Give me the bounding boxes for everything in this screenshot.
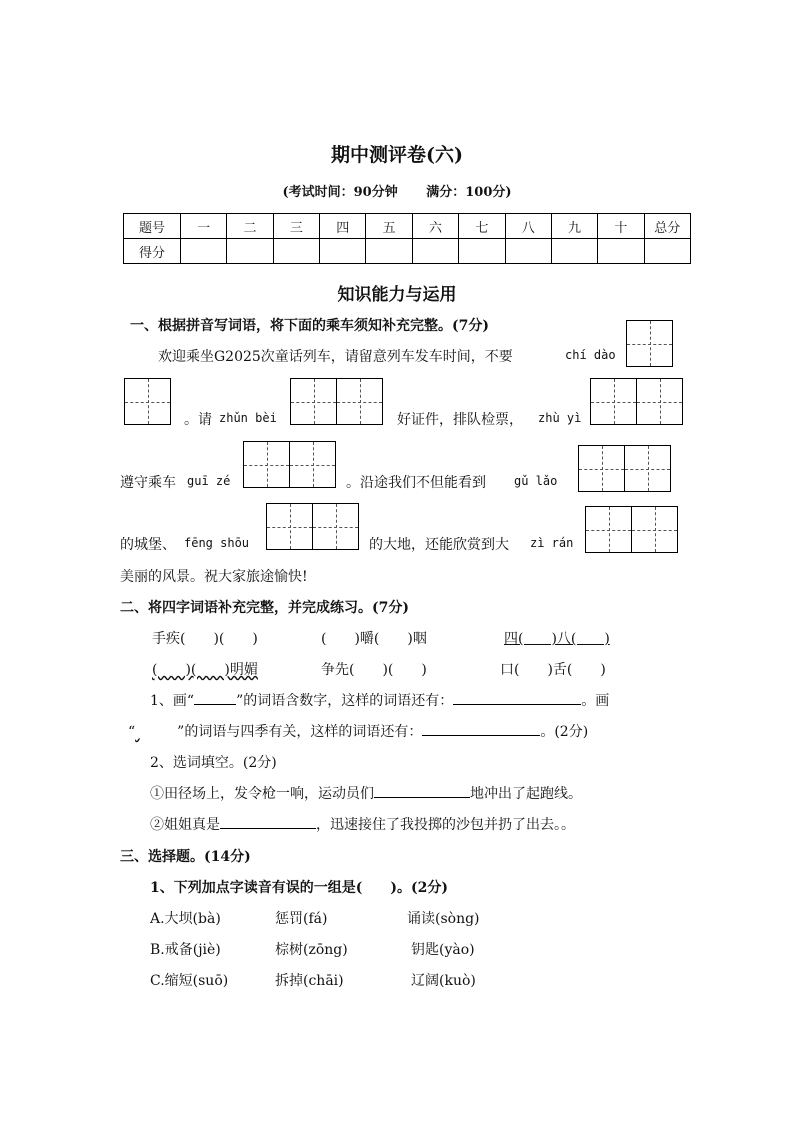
q3-option-c-2: 拆掉(chāi) — [275, 973, 344, 989]
score-header-cell: 四 — [320, 214, 366, 239]
q1-line4b-text: 的大地，还能欣赏到大 — [369, 537, 509, 553]
q2-word-3-underlined: 四( )八( ) — [504, 631, 610, 647]
q2-sub2-b: 地冲出了起跑线。 — [470, 786, 582, 802]
q3-option-a-1: A.大坝(bà) — [150, 911, 221, 927]
exam-title: 期中测评卷(六) — [331, 144, 463, 166]
q1-grid-zhunbei[interactable] — [290, 378, 383, 425]
q3-option-c-3: 辽阔(kuò) — [411, 973, 476, 989]
q3-sub1: 1、下列加点字读音有误的一组是( )。(2分) — [150, 880, 448, 896]
q2-sub1-line2 — [128, 721, 588, 741]
q1-line3a-text: 遵守乘车 — [120, 475, 176, 491]
q3-option-a-2: 惩罚(fá) — [275, 911, 328, 927]
q1-grid-guize[interactable] — [243, 441, 336, 488]
q1-line1-text: 欢迎乘坐G2025次童话列车，请留意列车发车时间，不要 — [158, 349, 513, 365]
q2-word-1: 手疾( )( ) — [152, 631, 258, 647]
q1-grid-fengshou[interactable] — [266, 503, 359, 550]
q1-pinyin-guize: guī zé — [187, 474, 231, 488]
exam-subtitle — [0, 181, 794, 200]
q2-word-4-text: ( )( )明媚 — [152, 662, 258, 678]
score-row-label: 得分 — [124, 239, 181, 264]
q1-pinyin-gulao: gǔ lǎo — [514, 474, 558, 488]
score-cell[interactable] — [227, 239, 273, 264]
q2-answer-blank-numbers[interactable] — [453, 690, 581, 705]
q3-option-b-2: 棕树(zōng) — [275, 942, 348, 958]
q1-pinyin-zhunbei: zhǔn bèi — [219, 411, 277, 425]
q3-option-b-1: B.戒备(jiè) — [150, 942, 221, 958]
score-cell[interactable] — [366, 239, 412, 264]
score-cell[interactable] — [320, 239, 366, 264]
score-header-cell: 二 — [227, 214, 273, 239]
q1-pinyin-zhuyi: zhù yì — [538, 411, 582, 425]
q2-word-6: 口( )舌( ) — [500, 662, 606, 678]
q2-fill-blank-1[interactable] — [374, 783, 470, 798]
q1-line5-text: 美丽的风景。祝大家旅途愉快! — [120, 569, 308, 585]
score-cell[interactable] — [505, 239, 551, 264]
score-header-cell: 六 — [412, 214, 458, 239]
q2-sub2-line2 — [150, 814, 575, 834]
score-header-cell: 八 — [505, 214, 551, 239]
q1-line4a-text: 的城堡、 — [120, 537, 176, 553]
q1-heading: 一、根据拼音写词语，将下面的乘车须知补充完整。(7分) — [130, 318, 489, 334]
q2-sub1-b: ”的词语含数字，这样的词语还有： — [236, 693, 454, 709]
q2-sub2-heading: 2、选词填空。(2分) — [150, 755, 277, 771]
q2-sub1-a: 1、画“ — [150, 693, 195, 709]
q2-fill-blank-2[interactable] — [220, 814, 316, 829]
exam-full-score: 满分：100分) — [426, 185, 512, 200]
q2-heading: 二、将四字词语补充完整，并完成练习。(7分) — [120, 600, 409, 616]
score-cell[interactable] — [598, 239, 644, 264]
underline-sample — [194, 690, 236, 705]
q2-sub1-line1 — [150, 690, 609, 710]
exam-time: (考试时间：90分钟 — [282, 185, 398, 200]
score-cell[interactable] — [551, 239, 597, 264]
q2-answer-blank-seasons[interactable] — [422, 721, 540, 736]
score-header-cell: 总分 — [644, 214, 690, 239]
q2-sub1-e: ”的词语与四季有关，这样的词语还有： — [177, 724, 423, 740]
score-table-score-row — [124, 239, 691, 264]
score-header-cell: 题号 — [124, 214, 181, 239]
q3-heading: 三、选择题。(14分) — [120, 849, 251, 865]
section-title: 知识能力与运用 — [337, 285, 457, 305]
q1-grid-ziran[interactable] — [585, 506, 678, 553]
q1-pinyin-fengshou: fēng shōu — [184, 536, 250, 550]
score-header-cell: 九 — [551, 214, 597, 239]
q2-sub2-a: ①田径场上，发令枪一响，运动员们 — [150, 786, 374, 802]
q1-grid-zhuyi[interactable] — [590, 378, 683, 425]
q2-sub1-d: “ — [128, 724, 136, 740]
score-cell[interactable] — [412, 239, 458, 264]
score-table — [123, 213, 691, 264]
q2-sub1-c: 。画 — [581, 693, 610, 709]
q3-option-c-1: C.缩短(suō) — [150, 973, 229, 989]
score-table-header-row — [124, 214, 691, 239]
q1-grid-gulao[interactable] — [578, 445, 671, 492]
score-header-cell: 一 — [181, 214, 227, 239]
score-cell[interactable] — [273, 239, 319, 264]
q2-sub2-c: ②姐姐真是 — [150, 817, 220, 833]
wavy-sample — [135, 724, 177, 740]
q2-sub2-d: ，迅速接住了我投掷的沙包并扔了出去。。 — [316, 817, 575, 833]
score-header-cell: 五 — [366, 214, 412, 239]
q1-grid-chidao-part2[interactable] — [124, 378, 171, 425]
q2-word-4-wavy — [152, 659, 258, 679]
q2-word-2: ( )嚼( )咽 — [321, 631, 427, 647]
score-header-cell: 三 — [273, 214, 319, 239]
q2-sub1-f: 。(2分) — [540, 724, 589, 740]
q1-line2b-text: 好证件，排队检票， — [397, 412, 523, 428]
q1-line2a-text: 。请 — [184, 412, 212, 428]
score-header-cell: 七 — [459, 214, 505, 239]
score-cell[interactable] — [459, 239, 505, 264]
q1-grid-chidao-part1[interactable] — [626, 320, 673, 367]
q3-option-b-3: 钥匙(yào) — [411, 942, 475, 958]
q1-line3b-text: 。沿途我们不但能看到 — [346, 475, 486, 491]
q2-word-5: 争先( )( ) — [321, 662, 427, 678]
q3-option-a-3: 诵读(sòng) — [407, 911, 480, 927]
q1-pinyin-ziran: zì rán — [530, 536, 574, 550]
q2-sub2-line1 — [150, 783, 582, 803]
score-cell[interactable] — [644, 239, 690, 264]
q1-pinyin-chidao: chí dào — [565, 348, 616, 362]
score-cell[interactable] — [181, 239, 227, 264]
score-header-cell: 十 — [598, 214, 644, 239]
